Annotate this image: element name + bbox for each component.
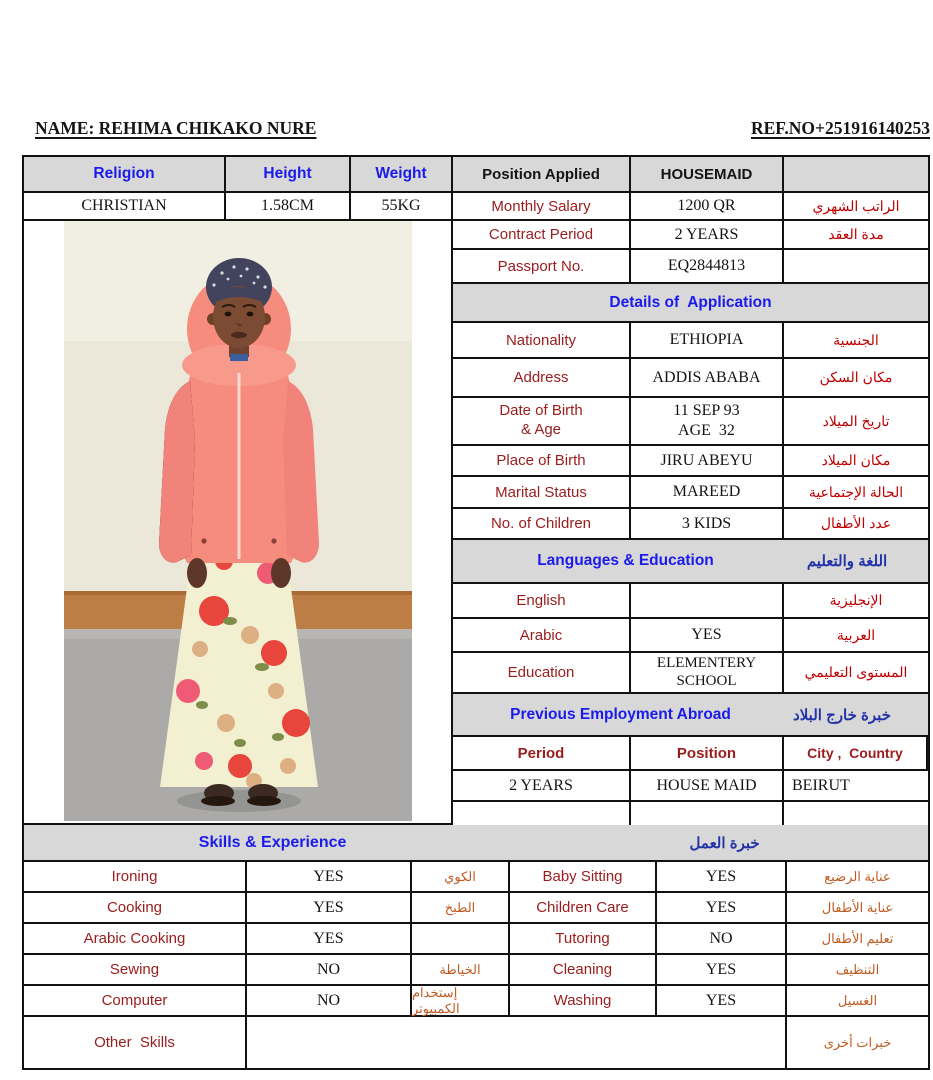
marital-status-value: MAREED bbox=[631, 477, 784, 509]
skills-row-cooking bbox=[24, 893, 928, 924]
skill-arabic bbox=[412, 924, 510, 955]
height-header: Height bbox=[226, 157, 351, 193]
employment-city-value: BEIRUT bbox=[784, 771, 928, 802]
place-of-birth-arabic: مكان الميلاد bbox=[784, 446, 928, 477]
employment-period-header: Period bbox=[453, 737, 631, 771]
children-arabic: عدد الأطفال bbox=[784, 509, 928, 540]
skill-value: NO bbox=[657, 924, 787, 955]
passport-arabic-empty bbox=[784, 250, 928, 284]
skill-value: YES bbox=[247, 924, 412, 955]
skill-label: Ironing bbox=[24, 862, 247, 893]
dob-age-value: 11 SEP 93 AGE 32 bbox=[631, 398, 784, 446]
previous-employment-title: Previous Employment Abroad bbox=[510, 705, 731, 723]
applicant-photo bbox=[64, 221, 412, 821]
languages-education-title: Languages & Education bbox=[537, 552, 714, 569]
marital-status-label: Marital Status bbox=[453, 477, 631, 509]
skill-label: Cleaning bbox=[510, 955, 657, 986]
monthly-salary-value: 1200 QR bbox=[631, 193, 784, 221]
skill-label: Children Care bbox=[510, 893, 657, 924]
skill-value: NO bbox=[247, 986, 412, 1017]
application-details-column bbox=[453, 221, 928, 825]
dob-age-label: Date of Birth & Age bbox=[453, 398, 631, 446]
skill-label: Baby Sitting bbox=[510, 862, 657, 893]
skill-value: NO bbox=[247, 955, 412, 986]
skill-label: Sewing bbox=[24, 955, 247, 986]
applicant-name-title: NAME: REHIMA CHIKAKO NURE bbox=[35, 118, 317, 138]
skill-arabic: تعليم الأطفال bbox=[787, 924, 928, 955]
skill-arabic: الكوي bbox=[412, 862, 510, 893]
skill-arabic: الغسيل bbox=[787, 986, 928, 1017]
nationality-arabic: الجنسية bbox=[784, 323, 928, 359]
top-values-row bbox=[24, 193, 928, 221]
other-skills-arabic: خبرات أخرى bbox=[823, 1034, 892, 1050]
top-header-empty-cell bbox=[784, 157, 928, 193]
passport-label: Passport No. bbox=[453, 250, 631, 284]
skills-title-row bbox=[24, 825, 928, 862]
english-value bbox=[631, 584, 784, 619]
skills-row-arabic-cooking bbox=[24, 924, 928, 955]
skill-arabic: الخياطة bbox=[412, 955, 510, 986]
contract-period-label: Contract Period bbox=[453, 221, 631, 250]
reference-number: REF.NO+251916140253 bbox=[751, 118, 930, 138]
skills-row-ironing bbox=[24, 862, 928, 893]
skill-label: Tutoring bbox=[510, 924, 657, 955]
employment-position-value: HOUSE MAID bbox=[631, 771, 784, 802]
nationality-value: ETHIOPIA bbox=[631, 323, 784, 359]
skill-label: Washing bbox=[510, 986, 657, 1017]
skill-label: Arabic Cooking bbox=[24, 924, 247, 955]
other-skills-empty-cell bbox=[247, 1017, 787, 1068]
skill-arabic: التنظيف bbox=[787, 955, 928, 986]
employment-period-value: 2 YEARS bbox=[453, 771, 631, 802]
religion-header: Religion bbox=[24, 157, 226, 193]
skill-value: YES bbox=[247, 862, 412, 893]
address-label: Address bbox=[453, 359, 631, 398]
skill-arabic: عناية الرضيع bbox=[787, 862, 928, 893]
other-skills-label: Other Skills bbox=[24, 1017, 247, 1068]
skill-label: Cooking bbox=[24, 893, 247, 924]
religion-value: CHRISTIAN bbox=[24, 193, 226, 221]
weight-header: Weight bbox=[351, 157, 453, 193]
skill-value: YES bbox=[657, 893, 787, 924]
employment-city-header: City , Country bbox=[784, 737, 928, 771]
languages-education-title-row bbox=[453, 540, 928, 584]
position-applied-header: Position Applied bbox=[453, 157, 631, 193]
skill-value: YES bbox=[247, 893, 412, 924]
contract-period-value: 2 YEARS bbox=[631, 221, 784, 250]
applicant-photo-cell bbox=[24, 221, 453, 825]
place-of-birth-label: Place of Birth bbox=[453, 446, 631, 477]
details-of-application-title: Details of Application bbox=[453, 284, 928, 323]
education-arabic: المستوى التعليمي bbox=[784, 653, 928, 694]
skill-value: YES bbox=[657, 955, 787, 986]
children-label: No. of Children bbox=[453, 509, 631, 540]
skill-arabic: عناية الأطفال bbox=[787, 893, 928, 924]
weight-value: 55KG bbox=[351, 193, 453, 221]
passport-value: EQ2844813 bbox=[631, 250, 784, 284]
skills-table bbox=[24, 862, 928, 1017]
other-skills-row bbox=[24, 1017, 928, 1068]
languages-education-title-arabic: اللغة والتعليم bbox=[806, 553, 888, 570]
document-header bbox=[35, 118, 930, 139]
previous-employment-title-row bbox=[453, 694, 928, 737]
skill-value: YES bbox=[657, 986, 787, 1017]
education-label: Education bbox=[453, 653, 631, 694]
employment-empty-period bbox=[453, 802, 631, 825]
skill-value: YES bbox=[657, 862, 787, 893]
address-arabic: مكان السكن bbox=[784, 359, 928, 398]
employment-empty-position bbox=[631, 802, 784, 825]
skill-arabic: الطبخ bbox=[412, 893, 510, 924]
employment-empty-city bbox=[784, 802, 928, 825]
skill-arabic: إستخدام الكمبيوتر bbox=[412, 986, 510, 1017]
skills-row-sewing bbox=[24, 955, 928, 986]
skill-label: Computer bbox=[24, 986, 247, 1017]
application-form-table bbox=[22, 155, 930, 1070]
children-value: 3 KIDS bbox=[631, 509, 784, 540]
address-value: ADDIS ABABA bbox=[631, 359, 784, 398]
contract-period-arabic: مدة العقد bbox=[784, 221, 928, 250]
english-label: English bbox=[453, 584, 631, 619]
english-arabic: الإنجليزية bbox=[784, 584, 928, 619]
position-value: HOUSEMAID bbox=[631, 157, 784, 193]
employment-position-header: Position bbox=[631, 737, 784, 771]
monthly-salary-label: Monthly Salary bbox=[453, 193, 631, 221]
arabic-value: YES bbox=[631, 619, 784, 653]
place-of-birth-value: JIRU ABEYU bbox=[631, 446, 784, 477]
arabic-arabic: العربية bbox=[784, 619, 928, 653]
skills-title: Skills & Experience bbox=[198, 833, 347, 851]
previous-employment-title-arabic: خبرة خارج البلاد bbox=[793, 706, 891, 724]
arabic-label: Arabic bbox=[453, 619, 631, 653]
monthly-salary-arabic: الراتب الشهري bbox=[784, 193, 928, 221]
skills-row-computer bbox=[24, 986, 928, 1017]
top-header-row bbox=[24, 157, 928, 193]
education-value: ELEMENTERY SCHOOL bbox=[631, 653, 784, 694]
nationality-label: Nationality bbox=[453, 323, 631, 359]
height-value: 1.58CM bbox=[226, 193, 351, 221]
dob-arabic: تاريخ الميلاد bbox=[784, 398, 928, 446]
skills-title-arabic: خبرة العمل bbox=[689, 834, 760, 852]
marital-status-arabic: الحالة الإجتماعية bbox=[784, 477, 928, 509]
